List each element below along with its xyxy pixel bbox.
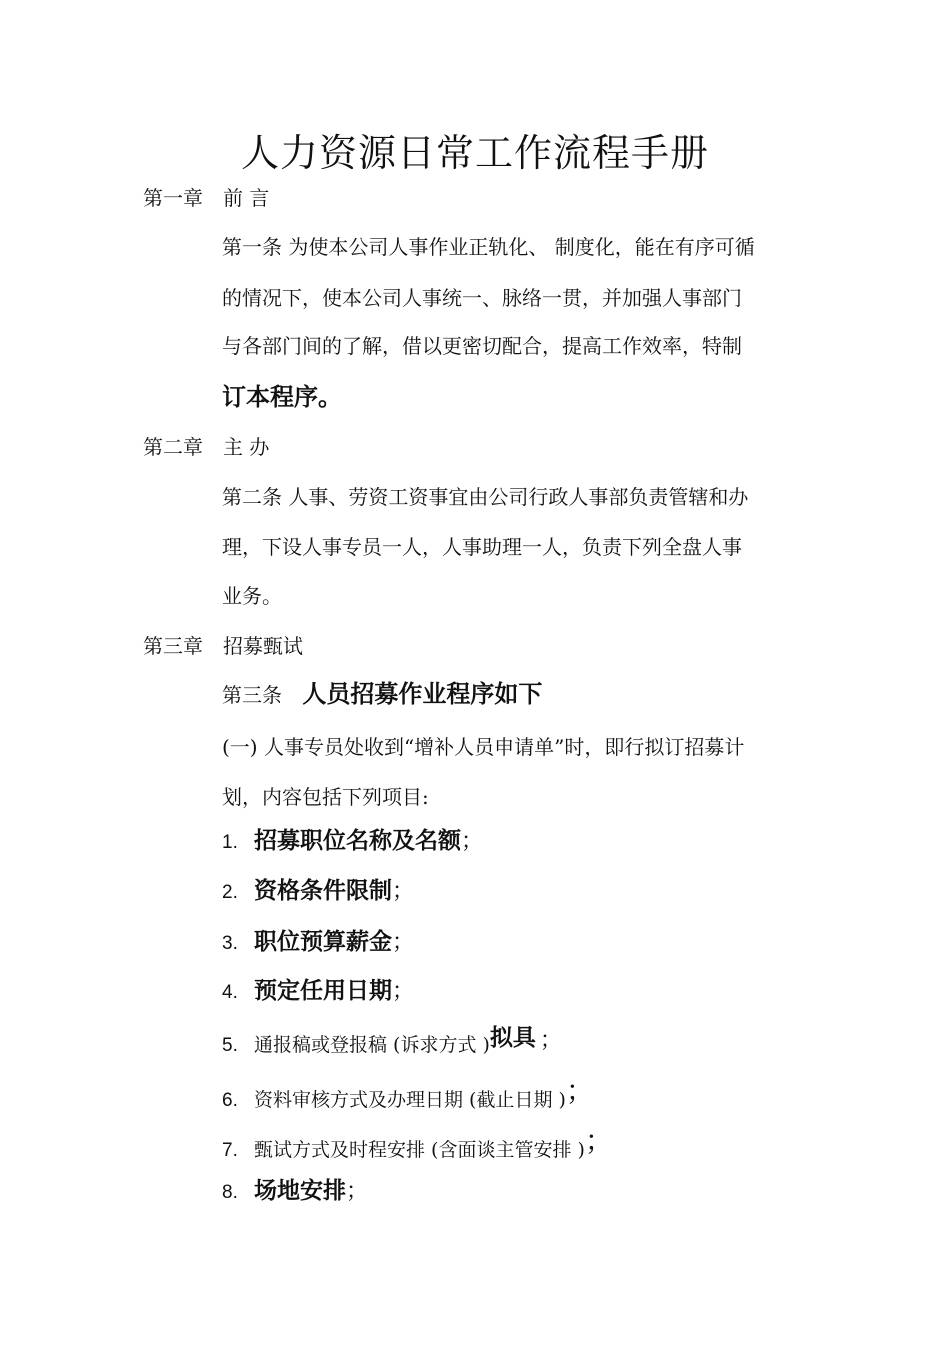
- item-number: 4.: [222, 982, 238, 1003]
- paragraph-line: 订本程序。: [222, 383, 342, 411]
- paragraph-line: 业务。: [222, 584, 282, 608]
- item-number: 5.: [222, 1035, 238, 1056]
- article-3-heading: [222, 674, 542, 709]
- item-end: ；: [392, 930, 415, 955]
- chapter-3-heading: [143, 630, 303, 659]
- item-number: 8.: [222, 1182, 238, 1203]
- paragraph-line: 与各部门间的了解，借以更密切配合，提高工作效率，特制: [222, 334, 742, 358]
- chapter-number: 第二章: [143, 435, 203, 459]
- item-number: 1.: [222, 832, 238, 853]
- chapter-number: 第一章: [143, 186, 203, 210]
- item-text: 通报稿或登报稿 (诉求方式 ): [254, 1034, 490, 1056]
- item-text: 招募职位名称及名额: [254, 828, 461, 854]
- item-number: 2.: [222, 882, 238, 903]
- paragraph-line: 理，下设人事专员一人，人事助理一人，负责下列全盘人事: [222, 535, 742, 559]
- chapter-2-heading: [143, 431, 269, 460]
- chapter-number: 第三章: [143, 634, 203, 658]
- item-end: ；: [346, 1179, 369, 1204]
- chapter-name: 前 言: [223, 186, 270, 210]
- item-suffix: 拟具: [489, 1025, 536, 1051]
- list-item: [222, 822, 483, 855]
- list-item: [222, 1075, 594, 1115]
- paragraph-line: 的情况下，使本公司人事统一、脉络一贯，并加强人事部门: [222, 286, 742, 310]
- list-item: [222, 1025, 562, 1058]
- item-number: 7.: [222, 1140, 238, 1161]
- article-label: 第三条: [222, 683, 282, 707]
- item-end: ；: [461, 829, 484, 854]
- item-text: 职位预算薪金: [254, 929, 392, 955]
- list-item: [222, 872, 414, 905]
- item-text: 预定任用日期: [254, 978, 392, 1004]
- item-text: 资格条件限制: [254, 878, 392, 904]
- article-title: 人员招募作业程序如下: [302, 680, 543, 708]
- item-number: 6.: [222, 1090, 238, 1111]
- item-text: 资料审核方式及办理日期 (截止日期 ): [254, 1089, 566, 1111]
- item-end: ；: [584, 1124, 613, 1157]
- item-text: 场地安排: [254, 1178, 346, 1204]
- chapter-1-heading: [143, 182, 269, 211]
- item-end: ；: [392, 979, 415, 1004]
- chapter-name: 招募甄试: [223, 634, 303, 658]
- list-item: [222, 1172, 368, 1205]
- paragraph-line: 第一条 为使本公司人事作业正轨化、 制度化，能在有序可循: [222, 235, 755, 259]
- list-item: [222, 1125, 613, 1165]
- item-end: ；: [539, 1028, 562, 1053]
- list-item: [222, 972, 414, 1005]
- chapter-name: 主 办: [223, 435, 270, 459]
- paragraph-line: (一) 人事专员处收到“增补人员申请单”时，即行拟订招募计: [222, 735, 745, 759]
- document-title: 人力资源日常工作流程手册: [240, 131, 709, 175]
- list-item: [222, 923, 414, 956]
- item-end: ；: [392, 879, 415, 904]
- item-number: 3.: [222, 933, 238, 954]
- item-text: 甄试方式及时程安排 (含面谈主管安排 ): [254, 1139, 585, 1161]
- paragraph-line: 划，内容包括下列项目:: [222, 785, 429, 809]
- paragraph-line: 第二条 人事、劳资工资事宜由公司行政人事部负责管辖和办: [222, 485, 749, 509]
- item-end: ；: [565, 1074, 594, 1107]
